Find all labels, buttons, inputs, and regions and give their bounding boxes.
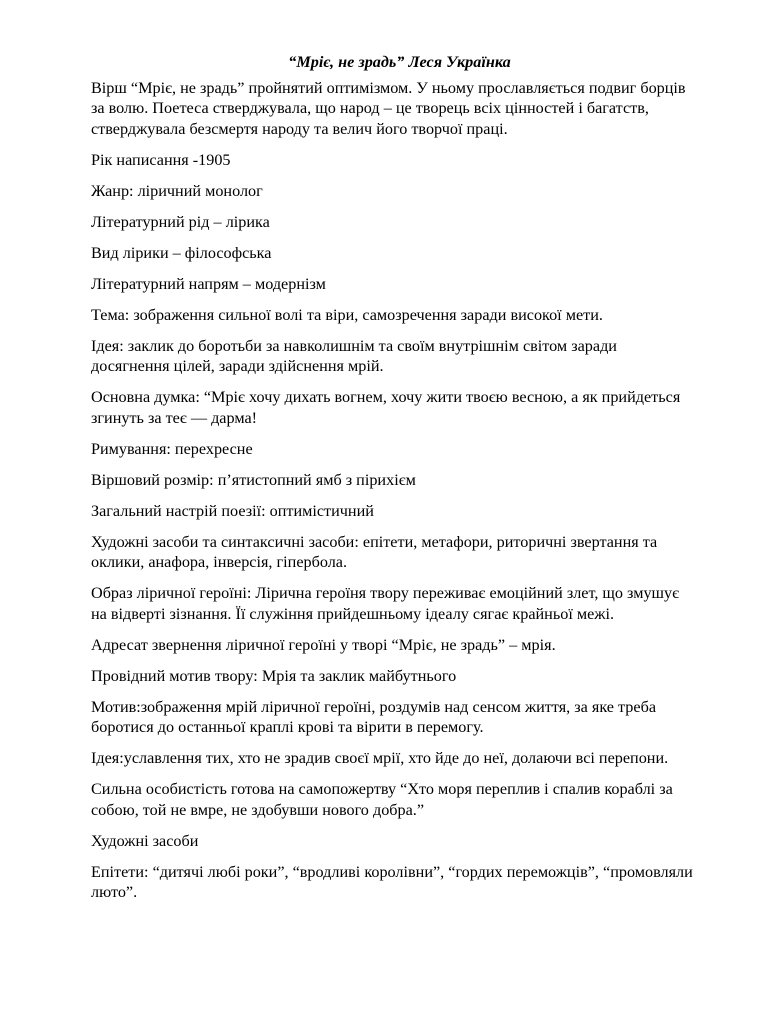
- genre: Жанр: ліричний монолог: [91, 181, 263, 200]
- rhyme: Римування: перехресне: [91, 439, 253, 458]
- intro-paragraph: Вірш “Мріє, не зрадь” пройнятий оптимізмом. У ньому прославляється подвиг борців за волю. Поетеса стверджувала, що народ – це творець всіх цінностей і багатств, стверджувала безсмертя народу та велич його творчої праці.: [91, 78, 686, 138]
- artistic-devices-heading: Художні засоби: [91, 831, 199, 850]
- addressee: Адресат звернення ліричної героїні у творі “Мріє, не зрадь” – мрія.: [91, 635, 556, 654]
- leading-motif: Провідний мотив твору: Мрія та заклик майбутнього: [91, 666, 457, 685]
- idea: Ідея: заклик до боротьби за навколишнім та своїм внутрішнім світом заради досягнення цілей, заради здійснення мрій.: [91, 336, 617, 375]
- artistic-devices: Художні засоби та синтаксичні засоби: епітети, метафори, риторичні звертання та оклики, анафора, інверсія, гіпербола.: [91, 532, 658, 571]
- theme: Тема: зображення сильної волі та віри, самозречення заради високої мети.: [91, 305, 603, 324]
- motif: Мотив:зображення мрій ліричної героїні, роздумів над сенсом життя, за яке треба боротися до останньої краплі крові та вірити в перемогу.: [91, 697, 657, 736]
- year-written: Рік написання -1905: [91, 150, 231, 169]
- lyric-type: Вид лірики – філософська: [91, 243, 272, 262]
- literary-kind: Літературний рід – лірика: [91, 212, 270, 231]
- meter: Віршовий розмір: п’ятистопний ямб з пірихієм: [91, 470, 416, 489]
- main-thought: Основна думка: “Мріє хочу дихать вогнем, хочу жити твоєю весною, а як прийдеться згинуть за теє — дарма!: [91, 388, 681, 427]
- idea-glorification: Ідея:уславлення тих, хто не зрадив своєї мрії, хто йде до неї, долаючи всі перепони.: [91, 749, 669, 767]
- heroine-image: Образ ліричної героїні: Лірична героїня твору переживає емоційний злет, що змушує на відверті зізнання. Її служіння прийдешньому ідеалу сягає крайньої межі.: [91, 584, 680, 623]
- strong-personality: Сильна особистість готова на самопожертву “Хто моря переплив і спалив кораблі за собою, той не вмре, не здобувши нового добра.”: [91, 780, 673, 819]
- document-title: “Мріє, не зрадь” Леся Українка: [288, 53, 511, 71]
- literary-movement: Літературний напрям – модернізм: [91, 274, 326, 293]
- mood: Загальний настрій поезії: оптимістичний: [91, 501, 374, 520]
- epithets: Епітети: “дитячі любі роки”, “вродливі королівни”, “гордих переможців”, “промовляли люто”.: [91, 862, 693, 901]
